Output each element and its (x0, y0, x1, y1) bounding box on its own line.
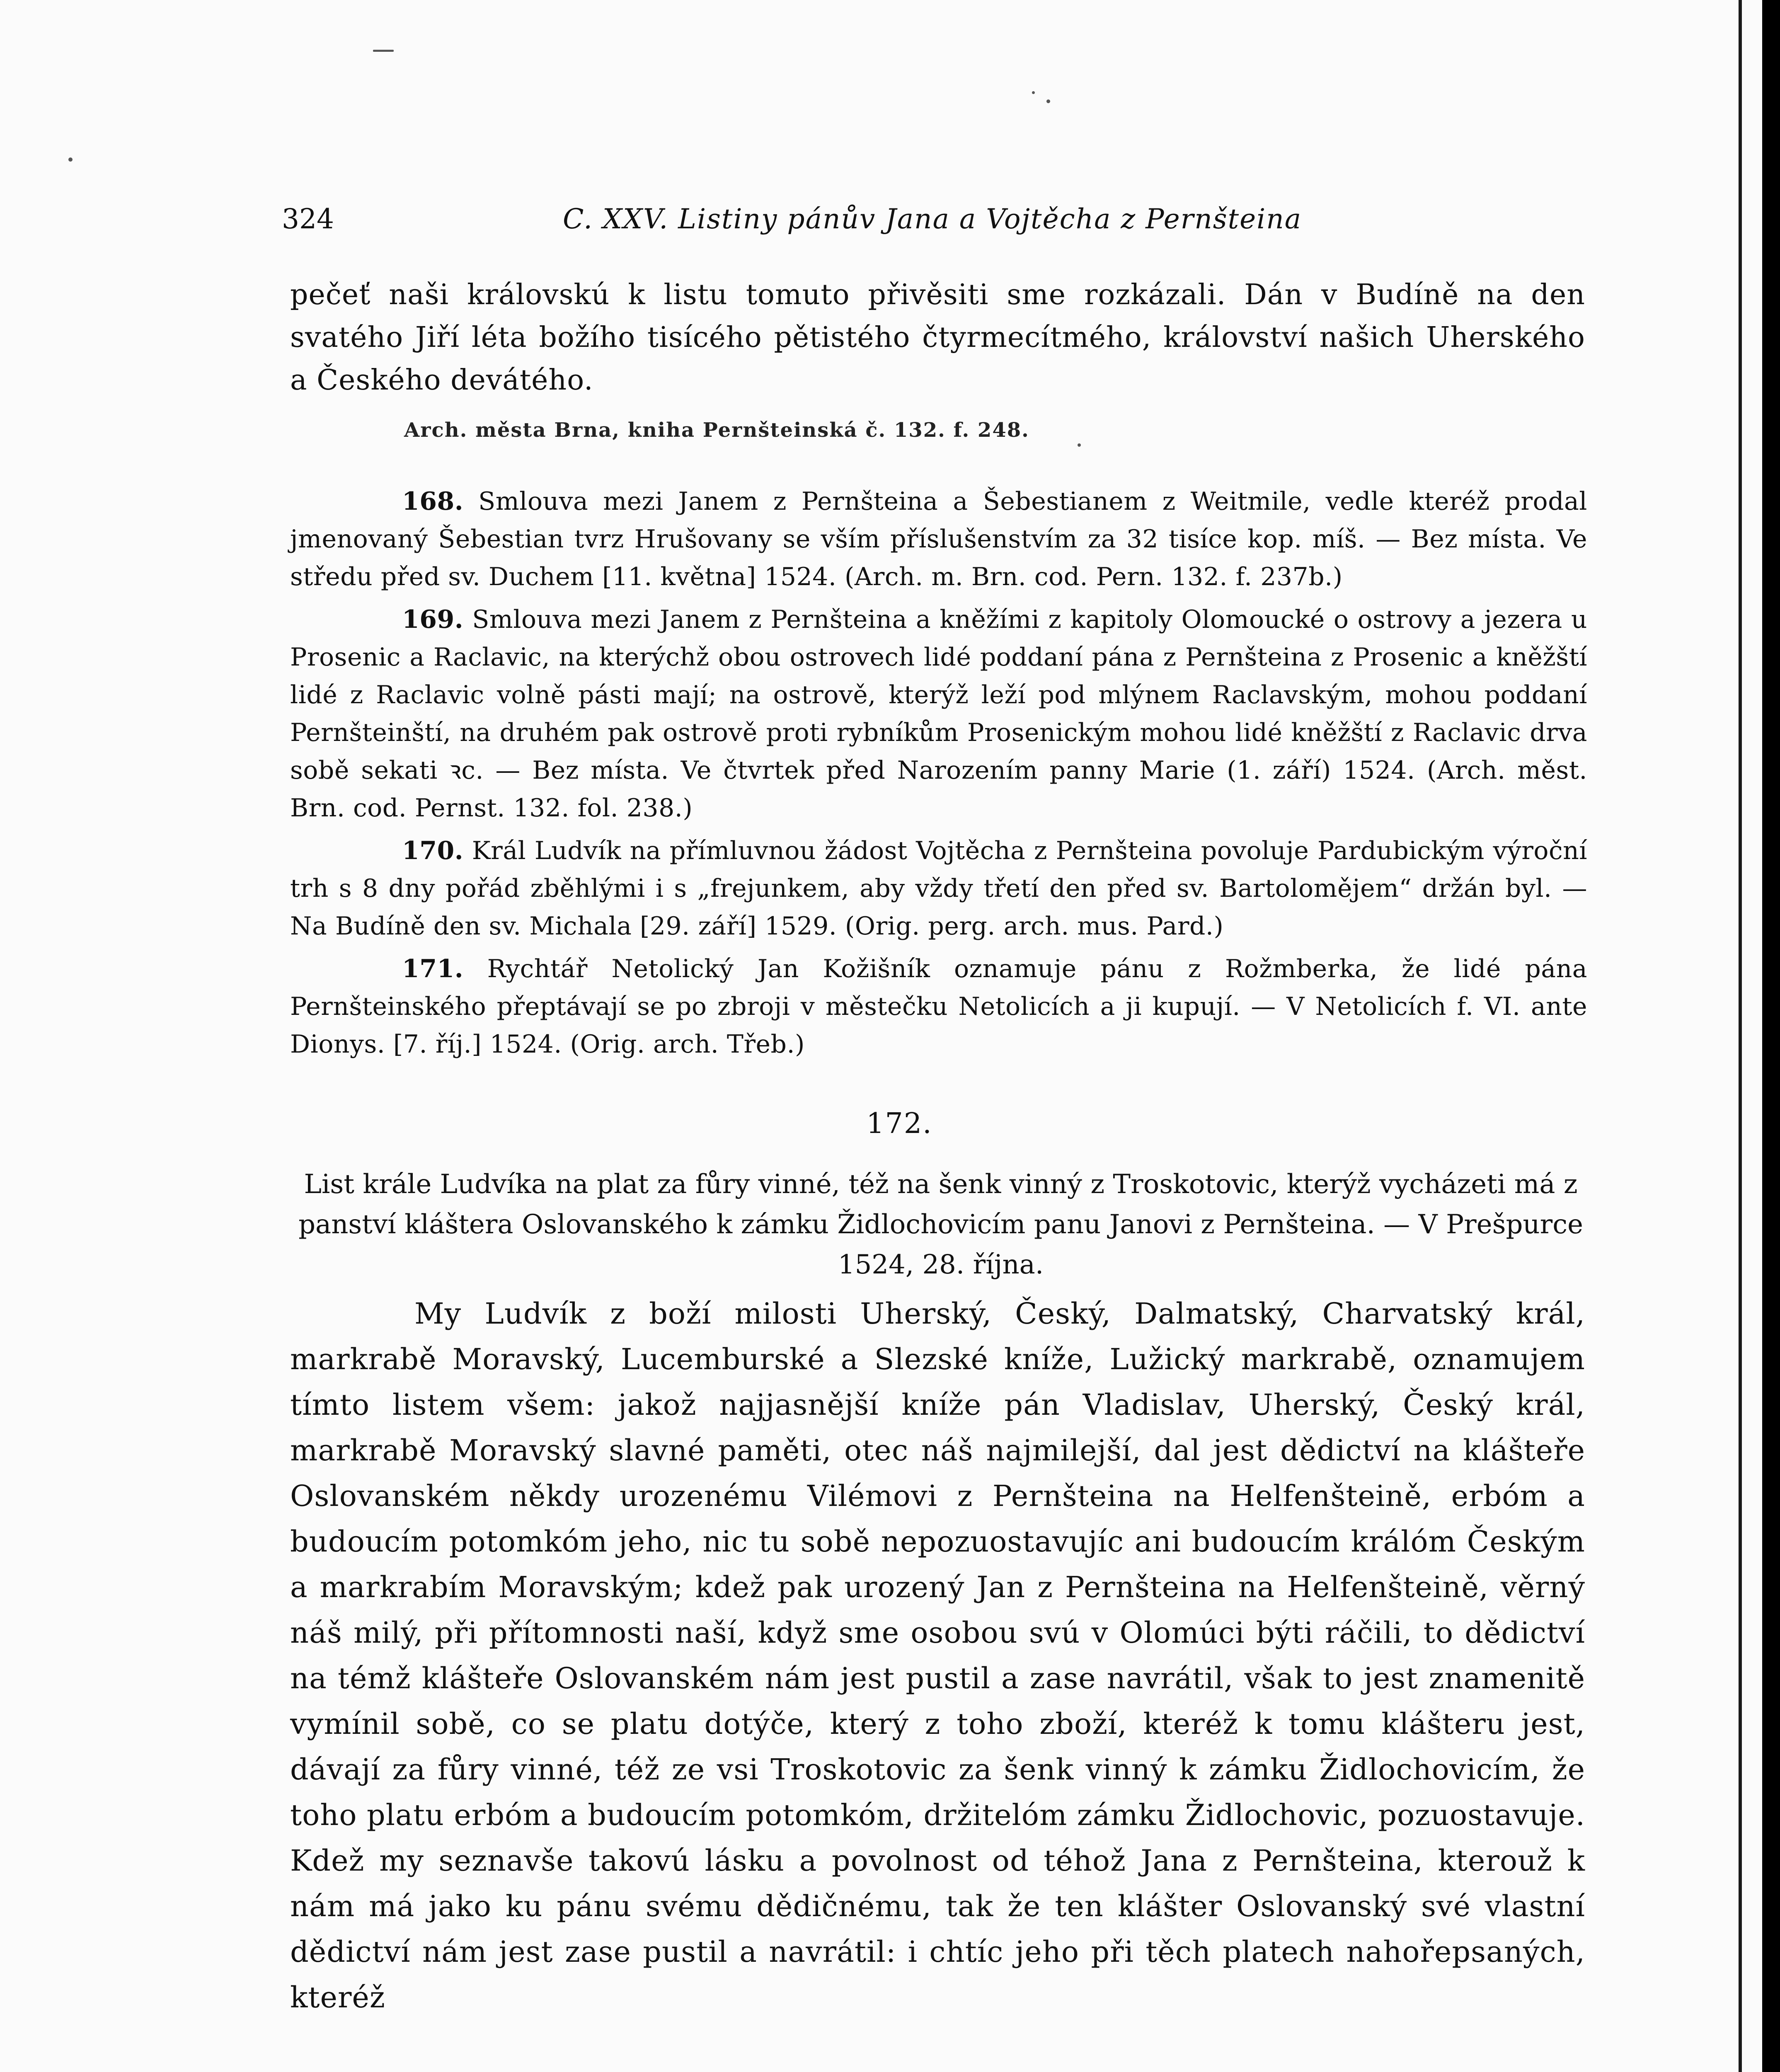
entry-171 (290, 950, 1587, 1063)
scan-border (1762, 0, 1780, 2072)
entry-text: Král Ludvík na přímluvnou žádost Vojtěcha z Pernšteina povoluje Pardubickým výroční trh s 8 dny pořád zběhlými i s „frejunkem, aby vždy třetí den před sv. Bartolomějem“ držán byl. — Na Budíně den sv. Michala [29. září] 1529. (Orig. perg. arch. mus. Pard.) (290, 836, 1587, 941)
continuation-paragraph: pečeť naši královskú k listu tomuto přivěsiti sme rozkázali. Dán v Budíně na den svatého Jiří léta božího tisícého pětistého čtyrmecítmého, království našich Uherského a Českého devátého. (290, 278, 1585, 397)
entry-number: 168. (402, 487, 464, 516)
scan-border-line (1739, 0, 1742, 2072)
entry-list (290, 483, 1587, 1068)
scan-speck (1046, 99, 1050, 103)
scan-speck (373, 50, 394, 52)
running-head (282, 203, 1334, 240)
scan-speck (1078, 443, 1081, 447)
scan-speck (68, 157, 73, 162)
running-title: C. XXV. Listiny pánův Jana a Vojtěcha z Pernšteina (563, 203, 1302, 235)
document-text: My Ludvík z boží milosti Uherský, Český, Dalmatský, Charvatský král, markrabě Moravský, Lucemburské a Slezské kníže, Lužický markrabě, oznamujem tímto listem všem: jakož najjasnější kníže pán Vladislav, Uherský, Český král, markrabě Moravský slavné paměti, otec náš najmilejší, dal jest dědictví na klášteře Oslovanském někdy urozenému Vilémovi z Pernšteina na Helfenšteině, erbóm a budoucím potomkóm jeho, nic tu sobě nepozuostavujíc ani budoucím králóm Českým a markrabím Moravským; kdež pak urozený Jan z Pernšteina na Helfenšteině, věrný náš milý, při přítomnosti naší, když sme osobou svú v Olomúci býti ráčili, to dědictví na témž klášteře Oslovanském nám jest pustil a zase navrátil, však to jest znamenitě vymínil sobě, co se platu dotýče, který z toho zboží, kteréž k tomu klášteru jest, dávají za fůry vinné, též ze vsi Troskotovic za šenk vinný k zámku Židlochovicím, že toho platu erbóm a budoucím potomkóm, držitelóm zámku Židlochovic, pozuostavuje. Kdež my seznavše takovú lásku a povolnost od téhož Jana z Pernšteina, kterouž k nám má jako ku pánu svému dědičnému, tak že ten klášter Oslovanský své vlastní dědictví nám jest zase pustil a navrátil: i chtíc jeho při těch platech nahořepsaných, kteréž (290, 1297, 1585, 2014)
page-number: 324 (282, 203, 334, 235)
entry-number: 170. (402, 836, 464, 865)
scan-speck (1032, 91, 1035, 94)
entry-170 (290, 832, 1587, 945)
entry-text: Rychtář Netolický Jan Kožišník oznamuje pánu z Rožmberka, že lidé pána Pernšteinského přeptávají se po zbroji v městečku Netolicích a ji kupují. — V Netolicích f. VI. ante Dionys. [7. říj.] 1524. (Orig. arch. Třeb.) (290, 954, 1587, 1059)
entry-number: 171. (402, 954, 464, 983)
entry-number: 169. (402, 605, 464, 634)
document-number: 172. (866, 1107, 932, 1140)
entry-168 (290, 483, 1587, 596)
document-regest: List krále Ludvíka na plat za fůry vinné, též na šenk vinný z Troskotovic, kterýž vycházeti má z panství kláštera Oslovanského k zámku Židlochovicím panu Janovi z Pernšteina. — V Prešpurce 1524, 28. října. (298, 1169, 1583, 1280)
entry-text: Smlouva mezi Janem z Pernšteina a kněžími z kapitoly Olomoucké o ostrovy a jezera u Prosenic a Raclavic, na kterýchž obou ostrovech lidé poddaní pána z Pernšteina z Prosenic a kněžští lidé z Raclavic volně pásti mají; na ostrově, kterýž leží pod mlýnem Raclavským, mohou poddaní Pernšteinští, na druhém pak ostrově proti rybníkům Prosenickým mohou lidé kněžští z Raclavic drva sobě sekati ꝛc. — Bez místa. Ve čtvrtek před Narozením panny Marie (1. září) 1524. (Arch. měst. Brn. cod. Pernst. 132. fol. 238.) (290, 605, 1588, 823)
entry-text: Smlouva mezi Janem z Pernšteina a Šebestianem z Weitmile, vedle kteréž prodal jmenovaný Šebestian tvrz Hrušovany se vším příslušenstvím za 32 tisíce kop. míš. — Bez místa. Ve středu před sv. Duchem [11. května] 1524. (Arch. m. Brn. cod. Pern. 132. f. 237b.) (290, 487, 1588, 591)
entry-169 (290, 601, 1587, 827)
source-citation: Arch. města Brna, kniha Pernšteinská č. 132. f. 248. (404, 419, 1029, 442)
